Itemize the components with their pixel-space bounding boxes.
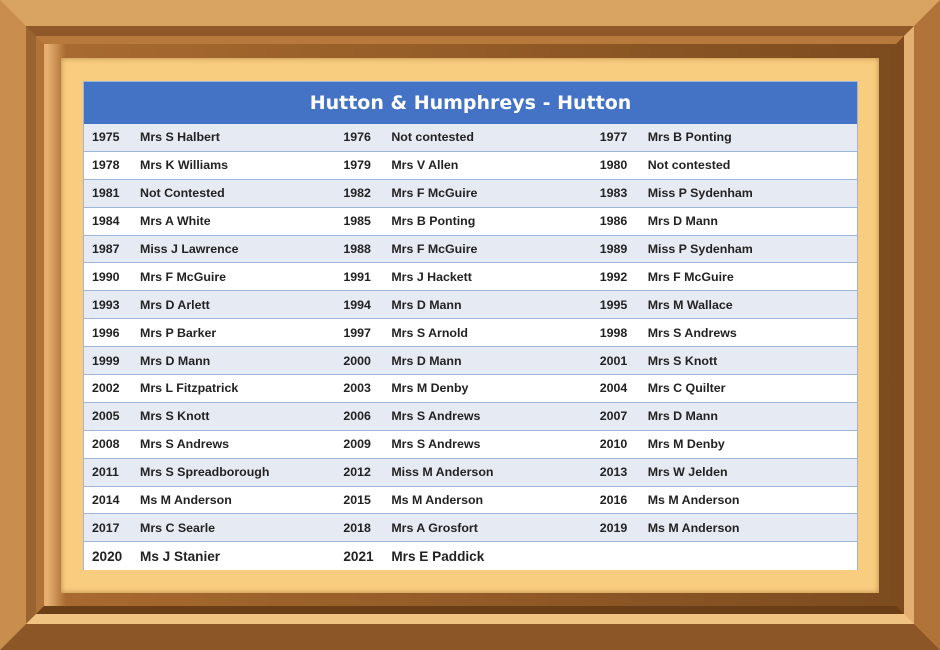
table-row — [84, 375, 857, 403]
year-label: 2001 — [599, 353, 628, 368]
year-label: 1988 — [343, 242, 371, 256]
winner-name: Mrs M Wallace — [647, 297, 733, 312]
table-cell — [84, 186, 335, 200]
table-cell — [592, 521, 857, 535]
year-label: 2006 — [343, 409, 371, 424]
winner-name: Mrs V Allen — [391, 158, 459, 173]
table-cell — [335, 493, 591, 507]
table-row — [84, 347, 857, 375]
winner-name: Mrs S Knott — [647, 353, 718, 368]
year-label: 2000 — [343, 353, 371, 368]
table-cell — [335, 409, 591, 423]
year-label: 1992 — [599, 269, 628, 284]
year-label: 2007 — [599, 409, 628, 424]
table-row — [84, 514, 857, 542]
winner-name: Mrs C Quilter — [647, 381, 726, 396]
winner-name: Ms M Anderson — [140, 493, 232, 508]
year-label: 1997 — [343, 325, 371, 340]
winner-name: Mrs M Denby — [391, 381, 469, 396]
table-cell — [592, 270, 857, 284]
winner-name: Mrs C Searle — [140, 520, 216, 535]
year-label: 1995 — [599, 297, 628, 312]
table-cell — [335, 298, 591, 312]
winner-name: Mrs A Grosfort — [391, 520, 478, 535]
year-label: 1999 — [92, 353, 120, 368]
table-cell — [592, 242, 857, 256]
table-cell — [335, 521, 591, 535]
table-title: Hutton & Humphreys - Hutton — [84, 82, 857, 124]
year-label: 1979 — [343, 158, 371, 173]
table-cell — [84, 158, 335, 172]
winner-name: Mrs S Andrews — [140, 437, 230, 452]
winner-name: Mrs B Ponting — [647, 130, 732, 145]
winner-name: Mrs S Andrews — [391, 437, 481, 452]
year-label: 1985 — [343, 214, 371, 229]
table-cell — [335, 326, 591, 340]
winner-name: Mrs P Barker — [140, 325, 217, 340]
table-cell — [592, 158, 857, 172]
table-cell — [84, 130, 335, 144]
table-cell — [335, 437, 591, 451]
table-cell — [84, 549, 335, 564]
year-label: 2017 — [92, 520, 120, 535]
year-label: 1980 — [599, 158, 628, 173]
year-label: 1984 — [92, 214, 120, 229]
year-label: 2002 — [92, 381, 120, 396]
winner-name: Mrs D Mann — [647, 214, 718, 229]
year-label: 2020 — [92, 548, 123, 564]
table-cell — [335, 130, 591, 144]
year-label: 1977 — [599, 130, 628, 145]
year-label: 1991 — [343, 269, 371, 284]
winner-name: Mrs D Mann — [391, 297, 462, 312]
winner-name: Miss M Anderson — [391, 465, 494, 480]
table-cell — [84, 354, 335, 368]
year-label: 2009 — [343, 437, 371, 452]
winner-name: Not contested — [647, 158, 731, 173]
table-cell — [592, 214, 857, 228]
table-row — [84, 431, 857, 459]
table-cell — [84, 270, 335, 284]
year-label: 1986 — [599, 214, 628, 229]
winner-name: Mrs S Knott — [140, 409, 210, 424]
year-label: 1990 — [92, 269, 120, 284]
winner-name: Mrs J Hackett — [391, 269, 472, 284]
table-cell — [84, 242, 335, 256]
table-body — [84, 124, 857, 570]
winner-name: Not contested — [391, 130, 474, 145]
year-label: 2013 — [599, 465, 628, 480]
year-label: 1976 — [343, 130, 371, 145]
year-label: 2004 — [599, 381, 628, 396]
winners-table — [83, 81, 858, 570]
table-row — [84, 319, 857, 347]
year-label: 2015 — [343, 493, 371, 508]
winner-name: Mrs B Ponting — [391, 214, 476, 229]
table-cell — [592, 409, 857, 423]
winner-name: Mrs E Paddick — [391, 548, 485, 564]
year-label: 1987 — [92, 242, 120, 256]
table-cell — [335, 158, 591, 172]
winner-name: Mrs F McGuire — [140, 269, 227, 284]
table-row — [84, 152, 857, 180]
table-cell — [592, 437, 857, 451]
winner-name: Ms M Anderson — [647, 520, 740, 535]
winner-name: Ms J Stanier — [140, 548, 221, 564]
year-label: 2018 — [343, 520, 371, 535]
table-cell — [84, 381, 335, 395]
table-row — [84, 291, 857, 319]
winner-name: Not Contested — [140, 186, 225, 201]
table-cell — [84, 465, 335, 479]
winner-name: Ms M Anderson — [391, 493, 484, 508]
table-row — [84, 180, 857, 208]
year-label: 1994 — [343, 297, 371, 312]
winner-name: Mrs D Arlett — [140, 297, 210, 312]
year-label: 2019 — [599, 520, 628, 535]
winner-name: Mrs D Mann — [647, 409, 718, 424]
table-cell — [335, 214, 591, 228]
table-cell — [592, 326, 857, 340]
table-row — [84, 459, 857, 487]
winner-name: Ms M Anderson — [647, 493, 740, 508]
winner-name: Mrs K Williams — [140, 158, 229, 173]
winner-name: Miss P Sydenham — [647, 186, 753, 201]
table-cell — [84, 437, 335, 451]
winner-name: Miss P Sydenham — [647, 242, 753, 256]
table-cell — [592, 354, 857, 368]
table-row — [84, 236, 857, 264]
table-cell — [335, 270, 591, 284]
table-cell — [84, 298, 335, 312]
winner-name: Mrs S Halbert — [140, 130, 220, 145]
winner-name: Mrs W Jelden — [647, 465, 728, 480]
year-label: 1998 — [599, 325, 628, 340]
winner-name: Mrs S Arnold — [391, 325, 468, 340]
table-cell — [84, 521, 335, 535]
table-row — [84, 542, 857, 570]
winner-name: Mrs L Fitzpatrick — [140, 381, 239, 396]
table-row — [84, 403, 857, 431]
table-cell — [592, 130, 857, 144]
table-cell — [84, 409, 335, 423]
year-label: 2012 — [343, 465, 371, 480]
table-cell — [592, 381, 857, 395]
table-cell — [335, 354, 591, 368]
table-cell — [335, 242, 591, 256]
year-label: 1989 — [599, 242, 628, 256]
table-cell — [592, 493, 857, 507]
winner-name: Mrs F McGuire — [647, 269, 734, 284]
table-cell — [84, 326, 335, 340]
winner-name: Mrs F McGuire — [391, 242, 478, 256]
winner-name: Mrs A White — [140, 214, 211, 229]
table-cell — [335, 549, 591, 564]
year-label: 1982 — [343, 186, 371, 201]
winner-name: Mrs D Mann — [140, 353, 211, 368]
year-label: 1981 — [92, 186, 120, 201]
year-label: 1993 — [92, 297, 120, 312]
year-label: 2005 — [92, 409, 120, 424]
table-cell — [335, 381, 591, 395]
winner-name: Miss J Lawrence — [140, 242, 239, 256]
table-cell — [592, 465, 857, 479]
table-row — [84, 263, 857, 291]
table-row — [84, 124, 857, 152]
table-cell — [592, 186, 857, 200]
year-label: 2008 — [92, 437, 120, 452]
year-label: 2011 — [92, 465, 119, 480]
winner-name: Mrs F McGuire — [391, 186, 478, 201]
year-label: 2003 — [343, 381, 371, 396]
table-row — [84, 208, 857, 236]
year-label: 2021 — [343, 548, 374, 564]
winner-name: Mrs M Denby — [647, 437, 725, 452]
table-cell — [335, 465, 591, 479]
table-cell — [84, 214, 335, 228]
table-row — [84, 487, 857, 515]
winner-name: Mrs D Mann — [391, 353, 462, 368]
year-label: 2010 — [599, 437, 628, 452]
year-label: 1996 — [92, 325, 120, 340]
year-label: 2016 — [599, 493, 628, 508]
table-cell — [84, 493, 335, 507]
year-label: 1978 — [92, 158, 120, 173]
table-cell — [592, 298, 857, 312]
year-label: 1983 — [599, 186, 628, 201]
winner-name: Mrs S Spreadborough — [140, 465, 270, 480]
table-cell — [335, 186, 591, 200]
year-label: 2014 — [92, 493, 120, 508]
winner-name: Mrs S Andrews — [391, 409, 481, 424]
year-label: 1975 — [92, 130, 120, 145]
winner-name: Mrs S Andrews — [647, 325, 737, 340]
